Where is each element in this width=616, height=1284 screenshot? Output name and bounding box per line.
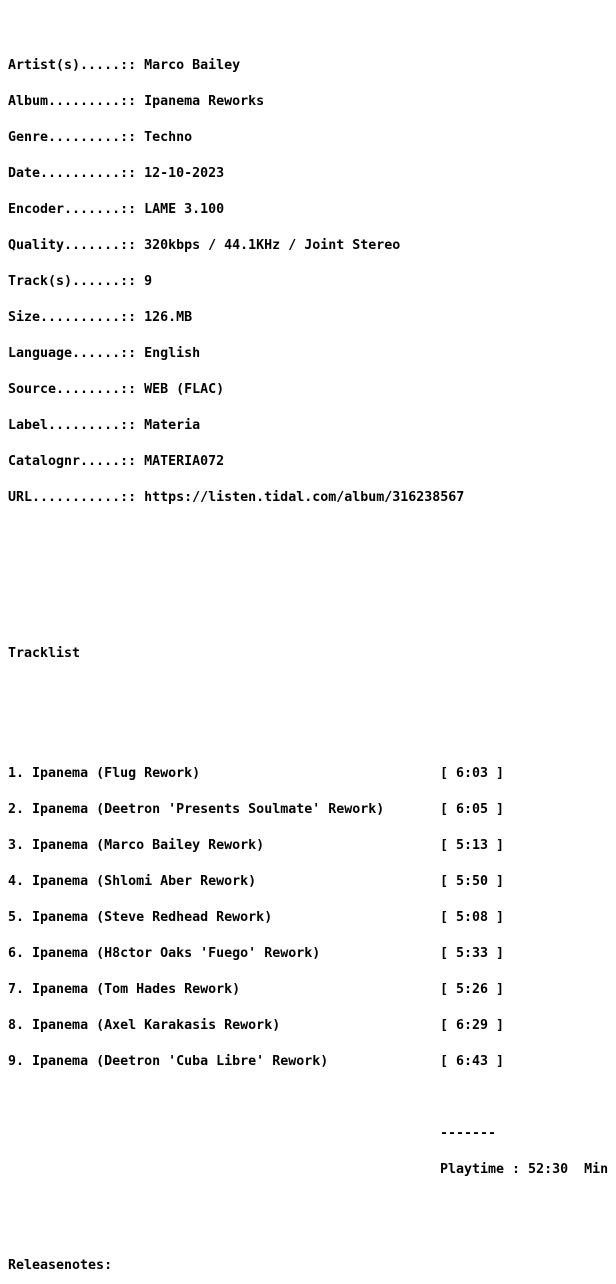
track-row <box>8 768 616 780</box>
info-line-tracks <box>8 276 616 288</box>
track-duration: [ 6:43 ] <box>440 1054 505 1069</box>
spacer <box>8 600 616 612</box>
info-line-source <box>8 384 616 396</box>
releasenotes-heading: Releasenotes: <box>8 1258 113 1273</box>
track-duration: [ 6:29 ] <box>440 1018 505 1033</box>
track-row <box>8 840 616 852</box>
url-value[interactable]: https://listen.tidal.com/album/316238567 <box>144 490 465 505</box>
track-number: 9. <box>8 1054 33 1069</box>
playtime-total: Playtime : 52:30 Min <box>440 1162 609 1177</box>
info-key: Label.........:: <box>8 418 145 433</box>
track-title: Ipanema (Deetron 'Cuba Libre' Rework) <box>32 1054 329 1069</box>
track-duration: [ 6:03 ] <box>440 766 505 781</box>
info-key: Track(s)......:: <box>8 274 145 289</box>
track-duration: [ 6:05 ] <box>440 802 505 817</box>
info-value: 320kbps / 44.1KHz / Joint Stereo <box>144 238 401 253</box>
info-key: Genre.........:: <box>8 130 145 145</box>
info-key: Album.........:: <box>8 94 145 109</box>
info-line-album <box>8 96 616 108</box>
total-separator <box>8 1128 616 1140</box>
track-number: 5. <box>8 910 33 925</box>
track-duration: [ 5:33 ] <box>440 946 505 961</box>
track-number: 1. <box>8 766 33 781</box>
info-line-catalognr <box>8 456 616 468</box>
track-row <box>8 804 616 816</box>
track-row <box>8 948 616 960</box>
info-value: Techno <box>144 130 193 145</box>
track-row <box>8 1020 616 1032</box>
info-value: English <box>144 346 201 361</box>
track-number: 8. <box>8 1018 33 1033</box>
info-line-encoder <box>8 204 616 216</box>
track-title: Ipanema (Shlomi Aber Rework) <box>32 874 257 889</box>
track-number: 6. <box>8 946 33 961</box>
info-value: 126.MB <box>144 310 193 325</box>
track-title: Ipanema (Flug Rework) <box>32 766 201 781</box>
info-value: Ipanema Reworks <box>144 94 265 109</box>
track-title: Ipanema (Tom Hades Rework) <box>32 982 241 997</box>
info-line-genre <box>8 132 616 144</box>
track-duration: [ 5:50 ] <box>440 874 505 889</box>
track-row <box>8 912 616 924</box>
info-value: Materia <box>144 418 201 433</box>
info-key: Source........:: <box>8 382 145 397</box>
track-number: 2. <box>8 802 33 817</box>
info-key: Quality.......:: <box>8 238 145 253</box>
info-line-label <box>8 420 616 432</box>
track-duration: [ 5:13 ] <box>440 838 505 853</box>
info-key: Language......:: <box>8 346 145 361</box>
info-line-size <box>8 312 616 324</box>
track-row <box>8 876 616 888</box>
separator-line: ------- <box>440 1126 497 1141</box>
info-key: Size..........:: <box>8 310 145 325</box>
tracklist-heading: Tracklist <box>8 646 81 661</box>
info-value: 9 <box>144 274 153 289</box>
info-value: LAME 3.100 <box>144 202 225 217</box>
track-title: Ipanema (Marco Bailey Rework) <box>32 838 265 853</box>
info-key: Encoder.......:: <box>8 202 145 217</box>
info-key: URL...........:: <box>8 490 145 505</box>
track-number: 7. <box>8 982 33 997</box>
info-line-url <box>8 492 616 504</box>
info-line-artist <box>8 60 616 72</box>
info-line-language <box>8 348 616 360</box>
info-value: MATERIA072 <box>144 454 225 469</box>
info-block <box>8 36 616 528</box>
playtime-row <box>8 1164 616 1176</box>
spacer <box>8 564 616 576</box>
info-value: 12-10-2023 <box>144 166 225 181</box>
track-row <box>8 984 616 996</box>
track-title: Ipanema (Steve Redhead Rework) <box>32 910 273 925</box>
track-title: Ipanema (H8ctor Oaks 'Fuego' Rework) <box>32 946 321 961</box>
info-key: Catalognr.....:: <box>8 454 145 469</box>
info-line-date <box>8 168 616 180</box>
info-value: Marco Bailey <box>144 58 241 73</box>
track-duration: [ 5:08 ] <box>440 910 505 925</box>
track-duration: [ 5:26 ] <box>440 982 505 997</box>
track-row <box>8 1056 616 1068</box>
info-line-quality <box>8 240 616 252</box>
spacer <box>8 696 616 708</box>
track-number: 4. <box>8 874 33 889</box>
info-value: WEB (FLAC) <box>144 382 225 397</box>
tracklist <box>8 744 616 1092</box>
track-title: Ipanema (Deetron 'Presents Soulmate' Rework) <box>32 802 385 817</box>
info-key: Artist(s).....:: <box>8 58 145 73</box>
spacer <box>8 1212 616 1224</box>
track-number: 3. <box>8 838 33 853</box>
track-title: Ipanema (Axel Karakasis Rework) <box>32 1018 281 1033</box>
info-key: Date..........:: <box>8 166 145 181</box>
